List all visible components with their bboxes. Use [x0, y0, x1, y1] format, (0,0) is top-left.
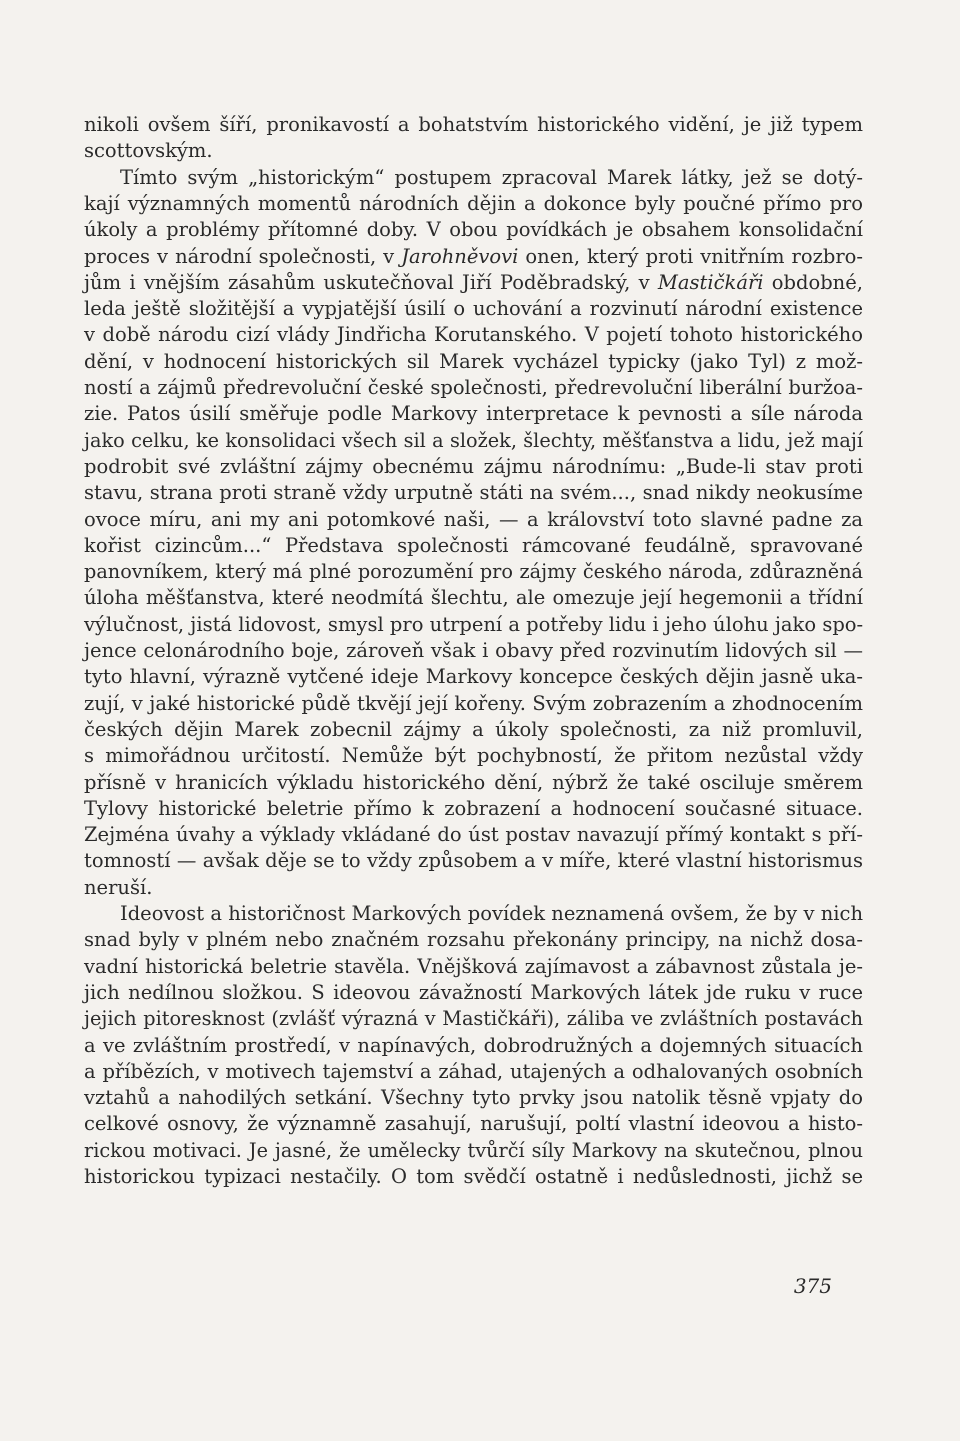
text-line: leda ještě složitější a vypjatější úsilí o uchování a rozvinutí národní existence — [84, 297, 863, 321]
text-line: snad byly v plném nebo značném rozsahu překonány principy, na nichž dosa- — [84, 928, 863, 952]
text-line — [84, 270, 863, 296]
text-line: Ideovost a historičnost Markových povídek neznamená ovšem, že by v nich — [120, 902, 863, 925]
text-line: jejich pitoresknost (zvlášť výrazná v Mastičkáři), záliba ve zvláštních postavách — [84, 1007, 863, 1031]
text-line: Tímto svým „historickým“ postupem zpracoval Marek látky, jež se dotý- — [120, 165, 863, 189]
text-line — [84, 244, 863, 270]
text-line: rickou motivaci. Je jasné, že umělecky tvůrčí síly Markovy na skutečnou, plnou — [84, 1138, 863, 1162]
text-line: českých dějin Marek zobecnil zájmy a úkoly společnosti, za niž promluvil, — [84, 717, 863, 741]
text-line: Tylovy historické beletrie přímo k zobrazení a hodnocení současné situace. — [84, 796, 863, 820]
text-line: stavu, strana proti straně vždy urputně státi na svém..., snad nikdy neokusíme — [84, 481, 863, 505]
text-line: tomností — avšak děje se to vždy způsobem a v míře, které vlastní historismus — [84, 849, 863, 873]
text-line: neruší. — [84, 875, 153, 899]
text-line: úloha měšťanstva, které neodmítá šlechtu, ale omezuje její hegemonii a třídní — [84, 586, 863, 610]
page-number: 375 — [793, 1274, 832, 1298]
text-line: zují, v jaké historické půdě tkvějí její kořeny. Svým zobrazením a zhodnocením — [84, 691, 863, 715]
text-line: ností a zájmů předrevoluční české společnosti, předrevoluční liberální buržoa- — [84, 376, 863, 399]
text-line: dění, v hodnocení historických sil Marek vycházel typicky (jako Tyl) z mož- — [84, 349, 863, 373]
text-line: vadní historická beletrie stavěla. Vnějšková zajímavost a zábavnost zůstala je- — [84, 954, 863, 978]
text-line: jence celonárodního boje, zároveň však i obavy před rozvinutím lidových sil — — [84, 639, 863, 662]
text-span: obdobné, — [763, 270, 863, 294]
text-line: výlučnost, jistá lidovost, smysl pro utrpení a potřeby lidu i jeho úlohu jako spo- — [84, 612, 864, 636]
text-line: podrobit své zvláštní zájmy obecnému zájmu národnímu: „Bude-li stav proti — [84, 454, 863, 478]
text-line: a příbězích, v motivech tajemství a záhad, utajených a odhalovaných osobních — [84, 1059, 863, 1083]
text-line: scottovským. — [84, 139, 213, 163]
text-line: tyto hlavní, výrazně vytčené ideje Markovy koncepce českých dějin jasně uka- — [84, 665, 863, 689]
italic-title: Jarohněvovi — [401, 244, 519, 268]
text-line: jako celku, ke konsolidaci všech sil a složek, šlechty, měšťanstva a lidu, jež mají — [84, 428, 863, 452]
text-line: kořist cizincům...“ Představa společnosti rámcované feudálně, spravované — [84, 533, 863, 557]
text-span: proces v národní společnosti, v — [84, 244, 402, 268]
text-line: kají významných momentů národních dějin a dokonce byly poučné přímo pro — [84, 191, 863, 215]
text-line: panovníkem, který má plné porozumění pro zájmy českého národa, zdůrazněná — [84, 560, 863, 584]
text-line: vztahů a nahodilých setkání. Všechny tyto prvky jsou natolik těsně vpjaty do — [84, 1086, 863, 1110]
text-line: celkové osnovy, že významně zasahují, narušují, poltí vlastní ideovou a histo- — [84, 1112, 863, 1136]
text-line: v době národu cizí vlády Jindřicha Korutanského. V pojetí tohoto historického — [84, 323, 863, 347]
text-line: jich nedílnou složkou. S ideovou závažností Markových látek jde ruku v ruce — [84, 980, 863, 1004]
text-span: onen, který proti vnitřním rozbro- — [518, 244, 863, 268]
italic-title: Mastičkáři — [657, 270, 764, 294]
text-span: jům i vnějším zásahům uskutečňoval Jiří Poděbradský, v — [84, 270, 658, 294]
text-line: historickou typizaci nestačily. O tom svědčí ostatně i nedůslednosti, jichž se — [84, 1165, 863, 1188]
text-line: nikoli ovšem šíří, pronikavostí a bohatstvím historického vidění, je již typem — [84, 113, 863, 136]
text-line: Zejména úvahy a výklady vkládané do úst postav navazují přímý kontakt s pří- — [84, 823, 863, 847]
text-line: a ve zvláštním prostředí, v napínavých, dobrodružných a dojemných situacích — [84, 1033, 863, 1057]
text-line: ovoce míru, ani my ani potomkové naši, — a království toto slavné padne za — [84, 507, 863, 531]
text-line: úkoly a problémy přítomné doby. V obou povídkách je obsahem konsolidační — [84, 218, 863, 242]
text-line: s mimořádnou určitostí. Nemůže být pochybností, že přitom nezůstal vždy — [84, 744, 863, 768]
text-line: přísně v hranicích výkladu historického dění, nýbrž že také osciluje směrem — [84, 770, 863, 794]
text-line: zie. Patos úsilí směřuje podle Markovy interpretace k pevnosti a síle národa — [84, 402, 863, 426]
